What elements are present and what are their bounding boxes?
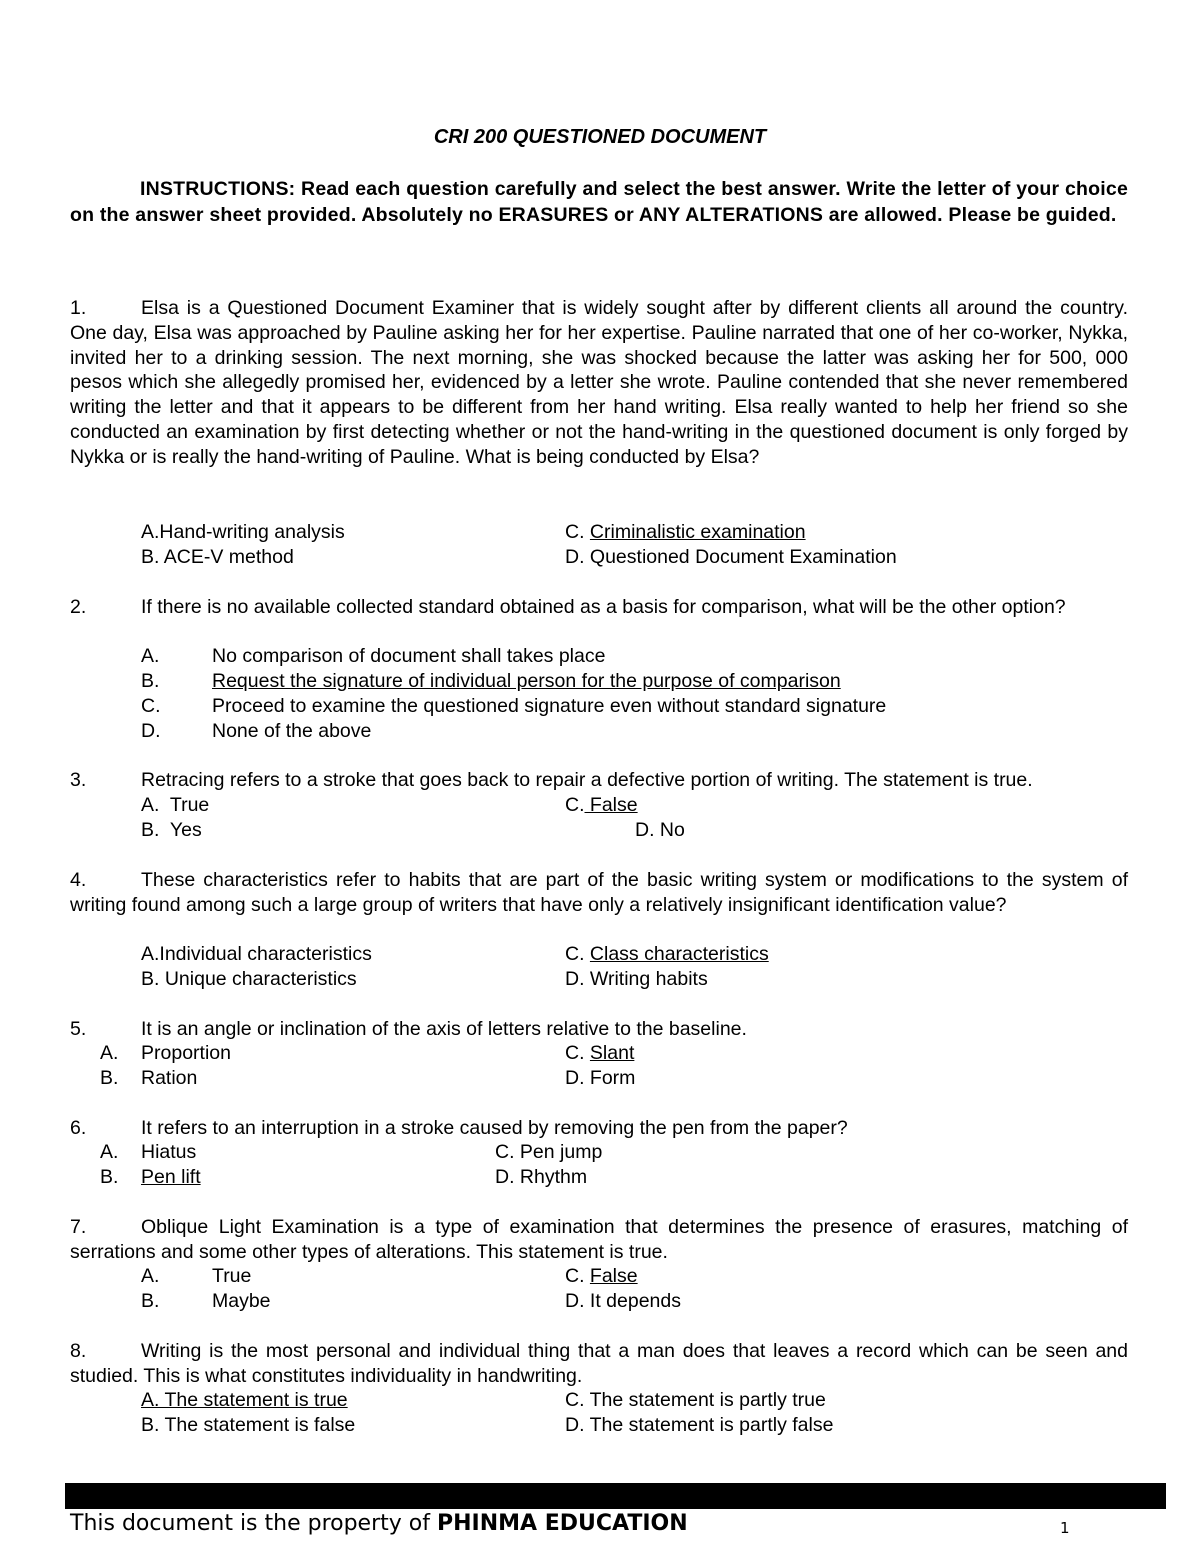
option-b: B. Unique characteristics	[141, 968, 357, 990]
correct-answer: Slant	[589, 1042, 635, 1064]
option-b-letter: B.	[100, 1067, 119, 1089]
option-d: D. Writing habits	[565, 968, 708, 990]
option-a: No comparison of document shall takes place	[212, 645, 606, 667]
option-d: D. Questioned Document Examination	[565, 546, 897, 568]
question-stem: It refers to an interruption in a stroke caused by removing the pen from the paper?	[141, 1117, 848, 1139]
option-a: True	[212, 1265, 252, 1287]
footer-owner: PHINMA EDUCATION	[436, 1511, 688, 1536]
question-stem: Retracing refers to a stroke that goes back to repair a defective portion of writing. The statement is true.	[141, 769, 1033, 791]
option-d: D. No	[635, 819, 685, 841]
question-number: 6.	[70, 1117, 87, 1139]
option-c: C. False	[565, 1265, 638, 1287]
question-3	[70, 768, 1128, 793]
option-a: A.Hand-writing analysis	[141, 521, 345, 543]
question-number: 1.	[70, 297, 87, 319]
option-d: D. It depends	[565, 1290, 681, 1312]
correct-answer: False	[589, 1265, 638, 1287]
option-a: Hiatus	[141, 1141, 197, 1163]
question-6	[70, 1116, 1128, 1141]
option-a-letter: A.	[141, 1265, 160, 1287]
option-b: B. Yes	[141, 819, 202, 841]
question-7	[70, 1215, 1128, 1265]
option-c: C. False	[565, 794, 638, 816]
document-title: CRI 200 QUESTIONED DOCUMENT	[433, 126, 767, 148]
option-a: Proportion	[141, 1042, 231, 1064]
correct-answer: Pen lift	[141, 1166, 201, 1188]
question-number: 3.	[70, 769, 87, 791]
question-number: 8.	[70, 1340, 87, 1362]
option-b-letter: B.	[141, 1290, 160, 1312]
correct-answer: Request the signature of individual person for the purpose of comparison	[212, 670, 841, 692]
question-4	[70, 868, 1128, 918]
option-c: C. Slant	[565, 1042, 635, 1064]
option-d: D. The statement is partly false	[565, 1414, 834, 1436]
option-d: None of the above	[212, 720, 372, 742]
question-2	[70, 595, 1128, 620]
question-1	[70, 296, 1128, 470]
question-number: 2.	[70, 596, 87, 618]
option-b: Maybe	[212, 1290, 271, 1312]
option-b-letter: B.	[141, 670, 160, 692]
correct-answer: False	[584, 794, 638, 816]
option-c-letter: C.	[141, 695, 161, 717]
footer-text: This document is the property of PHINMA EDUCATION	[70, 1511, 688, 1536]
option-a: A.Individual characteristics	[141, 943, 372, 965]
question-number: 5.	[70, 1018, 87, 1040]
question-5	[70, 1017, 1128, 1042]
question-stem: Writing is the most personal and individual thing that a man does that leaves a record which can be seen and studied. This is what constitutes individuality in handwriting.	[70, 1340, 1128, 1387]
question-number: 4.	[70, 869, 87, 891]
correct-answer: Class characteristics	[589, 943, 769, 965]
option-a-letter: A.	[141, 645, 160, 667]
option-a-letter: A.	[100, 1042, 119, 1064]
question-stem: If there is no available collected standard obtained as a basis for comparison, what will be the other option?	[141, 596, 1066, 618]
option-d: D. Rhythm	[495, 1166, 588, 1188]
question-stem: These characteristics refer to habits that are part of the basic writing system or modifications to the system of writing found among such a large group of writers that have only a relatively insignificant identification value?	[70, 869, 1128, 916]
option-c: Proceed to examine the questioned signature even without standard signature	[212, 695, 887, 717]
option-c: C. The statement is partly true	[565, 1389, 826, 1411]
option-a: A. True	[141, 794, 210, 816]
option-b: Ration	[141, 1067, 198, 1089]
question-stem: Oblique Light Examination is a type of examination that determines the presence of erasures, matching of serrations and some other types of alterations. This statement is true.	[70, 1216, 1128, 1263]
question-stem: Elsa is a Questioned Document Examiner that is widely sought after by different clients all around the country. One day, Elsa was approached by Pauline asking her for her expertise. Pauline narrated that one of her co-worker, Nykka, invited her to a drinking session. The next morning, she was shocked because the latter was asking her for 500, 000 pesos which she allegedly promised her, evidenced by a letter she wrote. Pauline contended that she never remembered writing the letter and that it appears to be different from her hand writing. Elsa really wanted to help her friend so she conducted an examination by first detecting whether or not the hand-writing in the questioned document is only forged by Nykka or is really the hand-writing of Pauline. What is being conducted by Elsa?	[70, 297, 1128, 468]
option-c: C. Criminalistic examination	[565, 521, 806, 543]
correct-answer: Criminalistic examination	[589, 521, 806, 543]
footer-bar	[65, 1483, 1166, 1509]
option-a-letter: A.	[100, 1141, 119, 1163]
correct-answer: A. The statement is true	[141, 1389, 348, 1411]
option-d-letter: D.	[141, 720, 161, 742]
page-number: 1	[1060, 1519, 1070, 1537]
option-b: B. ACE-V method	[141, 546, 294, 568]
option-d: D. Form	[565, 1067, 636, 1089]
option-b-letter: B.	[100, 1166, 119, 1188]
instructions: INSTRUCTIONS: Read each question carefully and select the best answer. Write the letter of your choice on the answer sheet provided. Absolutely no ERASURES or ANY ALTERATIONS are allowed. Please be guided.	[70, 178, 1128, 226]
question-8	[70, 1339, 1128, 1389]
question-stem: It is an angle or inclination of the axis of letters relative to the baseline.	[141, 1018, 747, 1040]
option-c: C. Pen jump	[495, 1141, 603, 1163]
option-b: B. The statement is false	[141, 1414, 356, 1436]
option-c: C. Class characteristics	[565, 943, 769, 965]
question-number: 7.	[70, 1216, 87, 1238]
